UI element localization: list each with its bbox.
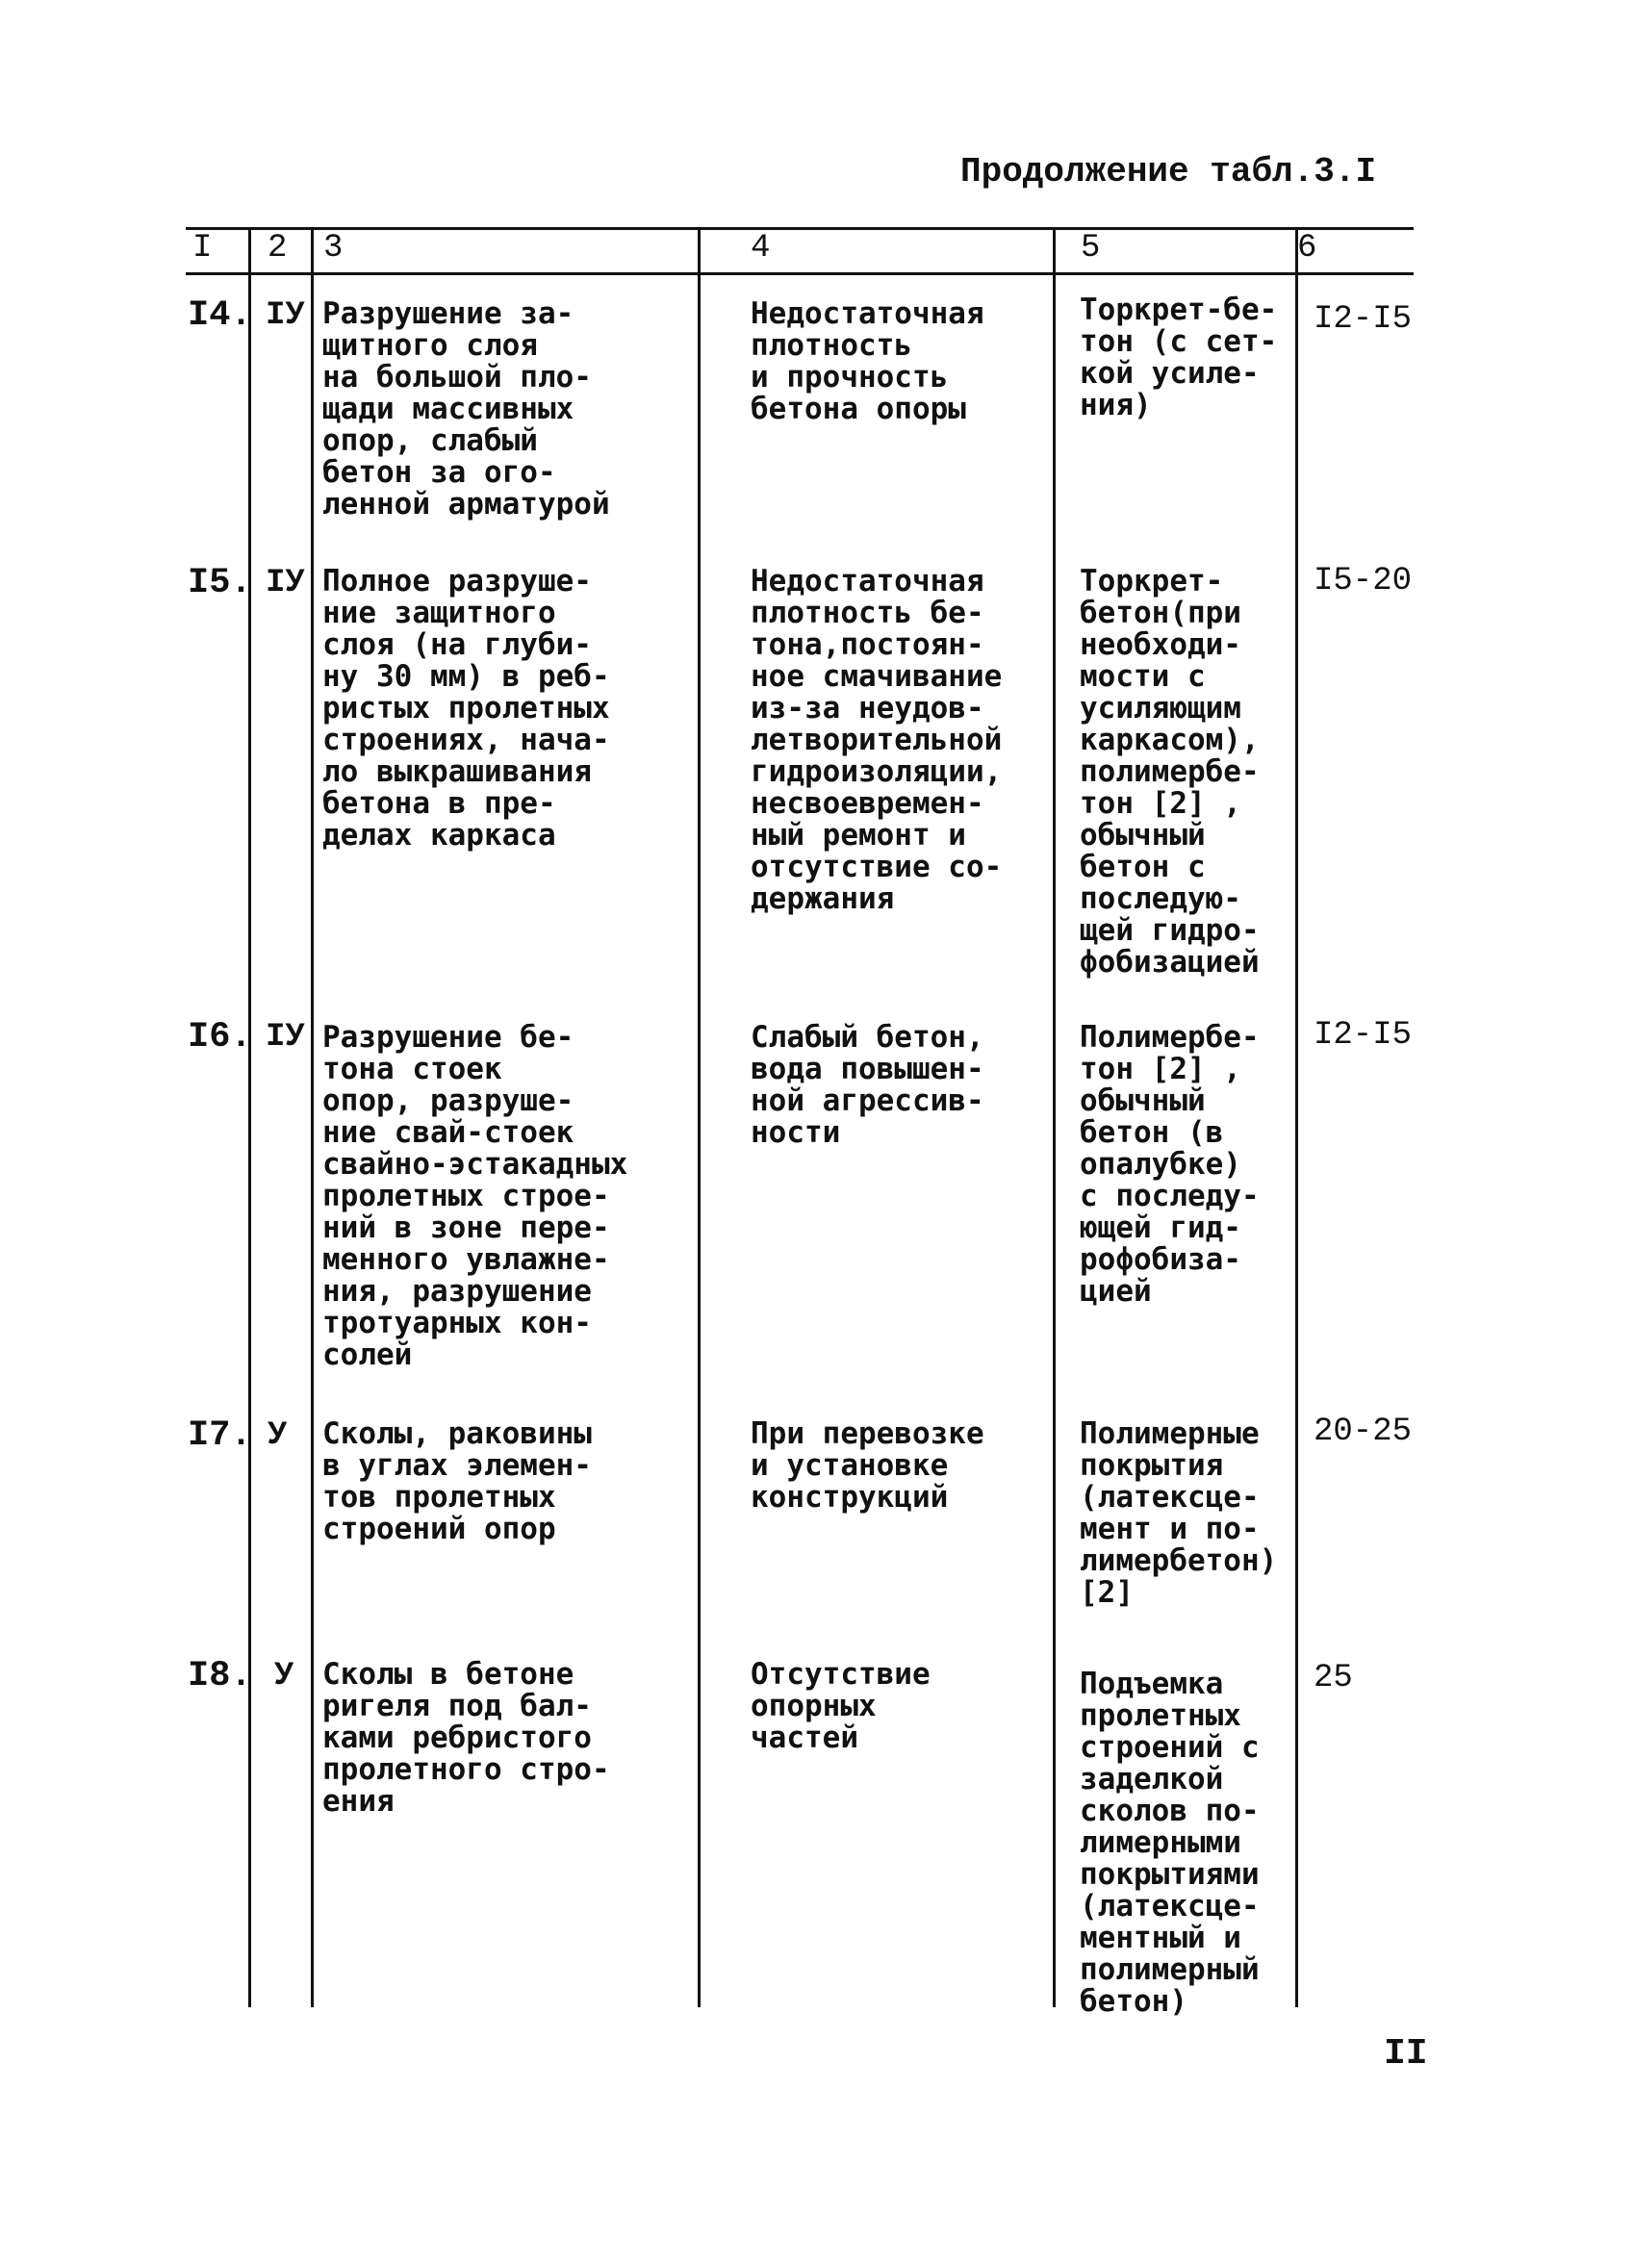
row-number: I6.: [188, 1017, 252, 1058]
row-repair-method: Подъемка пролетных строений с заделкой сколов по- лимерными покрытиями (латексце- ментный и полимерный бетон): [1080, 1667, 1260, 2019]
table-caption: Продолжение табл.3.I: [960, 152, 1377, 191]
page-number: II: [1384, 2033, 1428, 2075]
header-col-1: I: [192, 230, 213, 267]
row-cause: Отсутствие опорных частей: [751, 1657, 931, 1755]
row-damage-description: Разрушение за- щитного слоя на большой пло- щади массивных опор, слабый бетон за ого- ленной арматурой: [322, 296, 610, 522]
row-repair-method: Торкрет-бе- тон (с сет- кой усиле- ния): [1080, 293, 1278, 422]
row-category: У: [274, 1658, 294, 1695]
column-divider-1-2: [248, 227, 251, 2007]
header-col-3: 3: [323, 230, 344, 267]
column-divider-5-6: [1295, 227, 1298, 2007]
column-divider-3-4: [698, 227, 701, 2007]
row-repair-method: Полимерные покрытия (латексце- мент и по- лимербетон) [2]: [1080, 1416, 1278, 1610]
row-repair-method: Полимербе- тон [2] , обычный бетон (в опалубке) с последу- ющей гид- рофобиза- цией: [1080, 1020, 1260, 1309]
row-number: I8.: [188, 1656, 252, 1696]
row-service-life: I2-I5: [1314, 1017, 1413, 1054]
row-number: I7.: [188, 1415, 252, 1456]
row-category: IУ: [266, 565, 305, 601]
column-divider-4-5: [1053, 227, 1056, 2007]
row-damage-description: Сколы в бетоне ригеля под бал- ками ребристого пролетного стро- ения: [322, 1657, 610, 1819]
row-cause: При перевозке и установке конструкций: [751, 1416, 984, 1515]
row-damage-description: Разрушение бе- тона стоек опор, разруше- ние свай-стоек свайно-эстакадных пролетных строе- ний в зоне пере- менного увлажне- ния, разрушение тротуарных кон- солей: [322, 1020, 628, 1372]
row-number: I5.: [188, 563, 252, 603]
column-divider-2-3: [311, 227, 314, 2007]
row-service-life: 20-25: [1314, 1414, 1413, 1450]
row-damage-description: Сколы, раковины в углах элемен- тов пролетных строений опор: [322, 1416, 592, 1546]
row-service-life: 25: [1314, 1660, 1353, 1696]
row-cause: Недостаточная плотность бе- тона,постоян- ное смачивание из-за неудов- летворительной гидроизоляции, несвоевремен- ный ремонт и отсутствие со- держания: [751, 564, 1003, 916]
header-col-6: 6: [1297, 230, 1317, 267]
header-bottom-rule: [186, 272, 1414, 275]
row-damage-description: Полное разруше- ние защитного слоя (на глуби- ну 30 мм) в реб- ристых пролетных строениях, нача- ло выкрашивания бетона в пре- делах каркаса: [322, 564, 610, 853]
row-category: У: [268, 1417, 288, 1454]
header-col-5: 5: [1081, 230, 1101, 267]
table-top-rule: [186, 227, 1414, 230]
row-cause: Слабый бетон, вода повышен- ной агрессив- ности: [751, 1020, 984, 1150]
row-number: I4.: [188, 295, 252, 336]
row-cause: Недостаточная плотность и прочность бетона опоры: [751, 296, 984, 426]
row-service-life: I2-I5: [1314, 301, 1413, 338]
row-category: IУ: [266, 1019, 305, 1056]
header-col-4: 4: [751, 230, 771, 267]
row-service-life: I5-20: [1314, 563, 1413, 599]
header-col-2: 2: [268, 230, 288, 267]
row-repair-method: Торкрет- бетон(при необходи- мости с усиляющим каркасом), полимербе- тон [2] , обычный бетон с последую- щей гидро- фобизацией: [1080, 564, 1260, 980]
row-category: IУ: [266, 297, 305, 334]
